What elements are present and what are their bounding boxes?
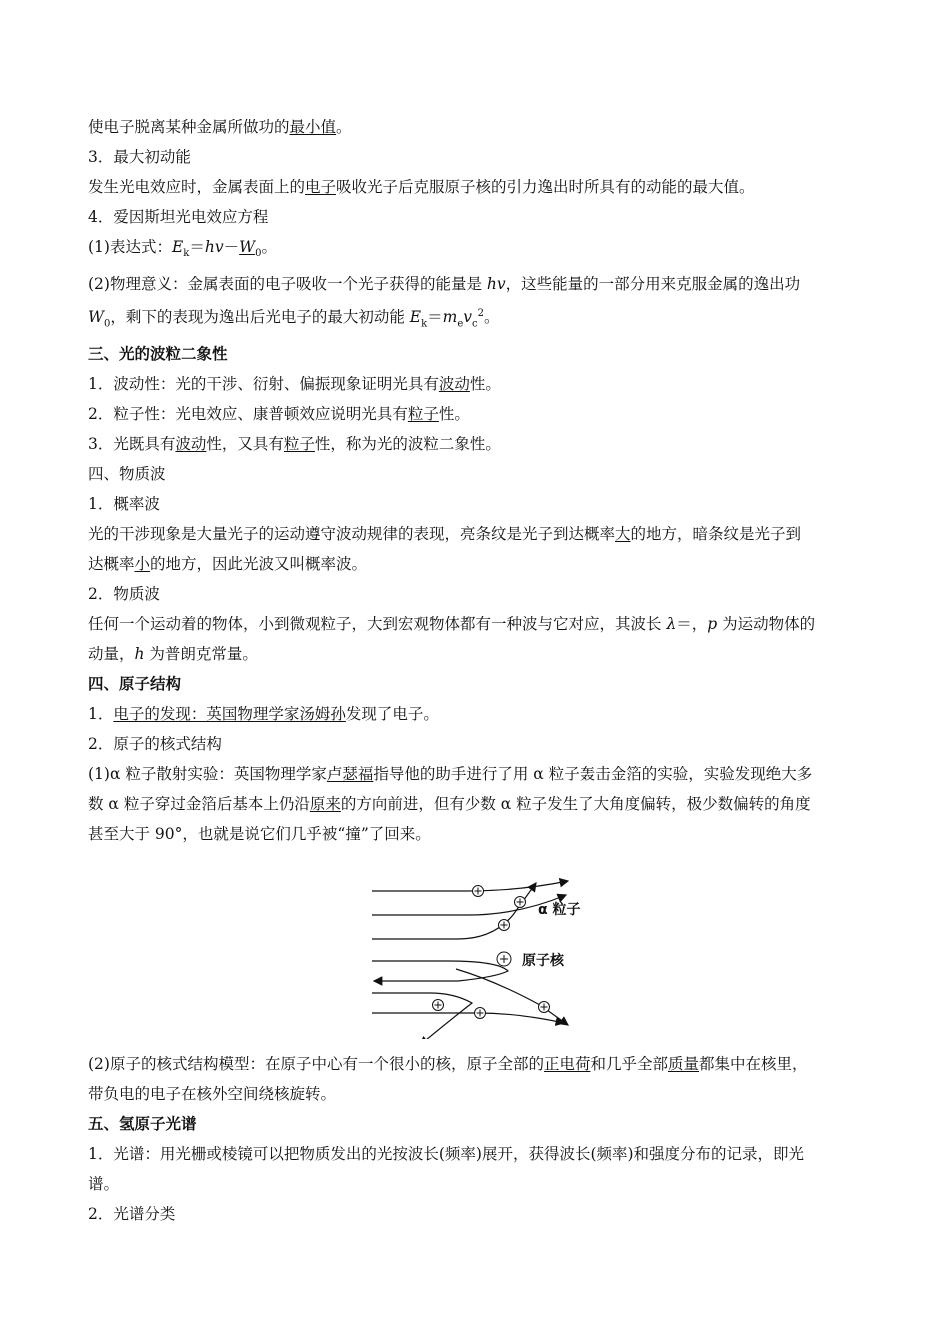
trajectory-line	[372, 961, 508, 981]
text-line: $W_0$，剩下的表现为逸出后光电子的最大初动能 $E_k=m_ev_c^2$。	[88, 308, 500, 330]
trajectory-line	[372, 993, 472, 1039]
alpha-scattering-figure	[88, 853, 864, 1043]
text-line: 任何一个运动着的物体，小到微观粒子，大到宏观物体都有一种波与它对应，其波长 λ＝，p 为运动物体的	[88, 615, 816, 634]
subheading: 2．光谱分类	[88, 1205, 176, 1224]
trajectory-line	[372, 881, 568, 891]
text-line: 动量，h 为普朗克常量。	[88, 645, 258, 664]
text-line: 1．电子的发现：英国物理学家汤姆孙发现了电子。	[88, 705, 439, 724]
nucleus-icon	[497, 952, 511, 966]
text-line: (2)原子的核式结构模型：在原子中心有一个很小的核，原子全部的正电荷和几乎全部质量都集中在核里，	[88, 1055, 808, 1074]
subheading: 3．最大初动能	[88, 148, 191, 166]
text-line: 发生光电效应时，金属表面上的电子吸收光子后克服原子核的引力逸出时所具有的动能的最大值。	[88, 178, 755, 196]
text-line: 使电子脱离某种金属所做功的最小值。	[88, 118, 352, 136]
text-line: 2．粒子性：光电效应、康普顿效应说明光具有粒子性。	[88, 405, 470, 424]
document-page	[88, 112, 864, 1229]
text-line: (1)α 粒子散射实验：英国物理学家卢瑟福指导他的助手进行了用 α 粒子轰击金箔的实验，实验发现绝大多	[88, 765, 813, 784]
trajectory-line	[372, 895, 566, 915]
scattering-diagram	[368, 853, 598, 1039]
subheading: 2．物质波	[88, 585, 160, 604]
subheading: 4．爱因斯坦光电效应方程	[88, 208, 269, 226]
alpha-particle-icon	[473, 886, 484, 897]
text-line: 谱。	[88, 1175, 120, 1194]
section-heading: 五、氢原子光谱	[88, 1114, 197, 1134]
section-heading: 三、光的波粒二象性	[88, 344, 228, 364]
text-line: 光的干涉现象是大量光子的运动遵守波动规律的表现，亮条纹是光子到达概率大的地方，暗条纹是光子到	[88, 525, 802, 544]
subheading: 1．概率波	[88, 495, 160, 514]
text-line: (2)物理意义：金属表面的电子吸收一个光子获得的能量是 hv，这些能量的一部分用来克服金属的逸出功	[88, 275, 801, 294]
section-heading: 四、原子结构	[88, 674, 182, 694]
alpha-particle-icon	[475, 1008, 486, 1019]
trajectory-line	[372, 1013, 564, 1023]
subheading: 2．原子的核式结构	[88, 735, 222, 754]
text-line: 带负电的电子在核外空间绕核旋转。	[88, 1085, 337, 1104]
alpha-particle-label: α 粒子	[538, 902, 581, 919]
trajectory-line	[456, 969, 568, 1025]
text-line: 甚至大于 90°，也就是说它们几乎被“撞”了回来。	[88, 825, 431, 844]
section-heading: 四、物质波	[88, 465, 166, 484]
text-line: 3．光既具有波动性，又具有粒子性，称为光的波粒二象性。	[88, 435, 501, 454]
alpha-particle-icon	[515, 897, 526, 908]
nucleus-label: 原子核	[522, 953, 564, 970]
alpha-particle-icon	[499, 920, 510, 931]
text-line: 数 α 粒子穿过金箔后基本上仍沿原来的方向前进，但有少数 α 粒子发生了大角度偏转，极少数偏转的角度	[88, 795, 811, 814]
text-line: 达概率小的地方，因此光波又叫概率波。	[88, 555, 368, 574]
alpha-particle-icon	[539, 1002, 550, 1013]
alpha-particle-icon	[433, 1000, 444, 1011]
equation-line: (1)表达式：$E_k=hv-W_0$。	[88, 238, 277, 260]
text-line: 1．波动性：光的干涉、衍射、偏振现象证明光具有波动性。	[88, 375, 501, 394]
text-line: 1．光谱：用光栅或棱镜可以把物质发出的光按波长(频率)展开，获得波长(频率)和强度分布的记录，即光	[88, 1145, 805, 1164]
